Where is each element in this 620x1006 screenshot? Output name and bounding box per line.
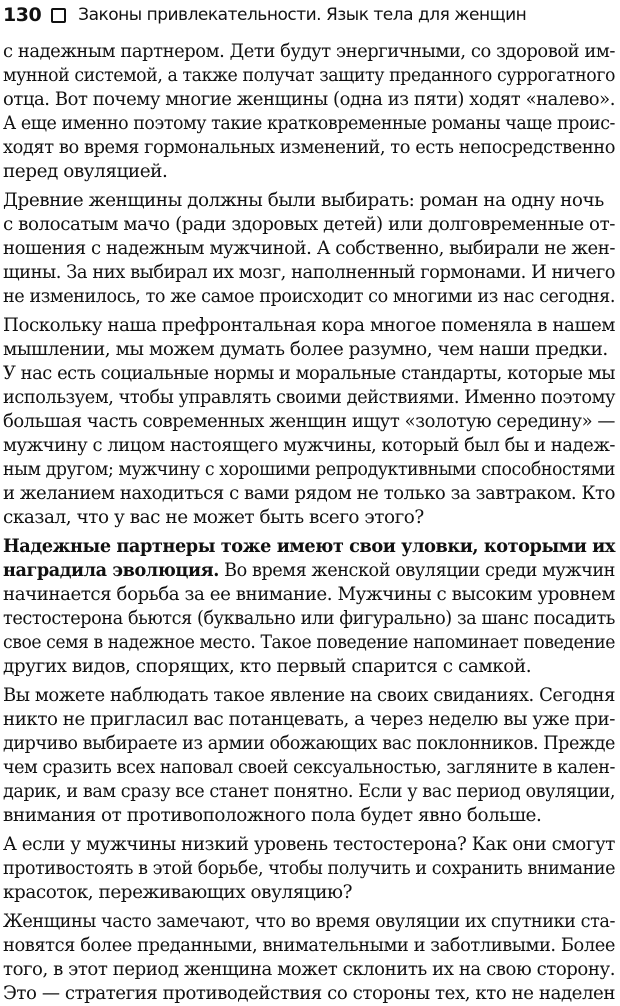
text-line: начинается борьба за ее внимание. Мужчины с высоким уровнем	[3, 584, 615, 605]
paragraph-7	[3, 910, 615, 1006]
text-line: Вы можете наблюдать такое явление на своих свиданиях. Сегодня	[3, 685, 615, 706]
text-line: красоток, переживающих овуляцию?	[3, 882, 352, 903]
text-line: используем, чтобы управлять своими действиями. Именно поэтому	[3, 387, 615, 408]
text-line: Женщины часто замечают, что во время овуляции их спутники ста-	[3, 911, 616, 932]
text-line: того, в этот период женщина может склонить их на свою сторону.	[3, 959, 615, 980]
text-line: свое семя в надежное место. Такое поведение напоминает поведение	[3, 632, 615, 653]
text-line: дирчиво выбираете из армии обожающих вас поклонников. Прежде	[3, 733, 615, 754]
text-line: противостоять в этой борьбе, чтобы получить и сохранить внимание	[3, 858, 616, 879]
paragraph-6	[3, 833, 615, 905]
text-line: мужчину с лицом настоящего мужчины, который был бы и надеж-	[3, 435, 616, 456]
text-line: мунной системой, а также получат защиту преданного суррогатного	[3, 65, 616, 86]
body-text	[3, 40, 615, 1006]
text-line: новятся более преданными, внимательными и заботливыми. Более	[3, 935, 615, 956]
text-line: не изменилось, то же самое происходит со многими из нас сегодня.	[3, 286, 616, 307]
text-line: ным другом; мужчину с хорошими репродуктивными способностями	[3, 459, 616, 480]
text-line: чем сразить всех наповал своей сексуальностью, загляните в кален-	[3, 757, 615, 778]
text-line: А еще именно поэтому такие кратковременные романы чаще проис-	[3, 113, 615, 134]
text-line: других видов, спорящих, кто первый спарится с самкой.	[3, 656, 532, 677]
text-line: никто не пригласил вас потанцевать, а через неделю вы уже при-	[3, 709, 615, 730]
bold-lead-line: Надежные партнеры тоже имеют свои уловки, которыми их	[3, 536, 615, 557]
square-outline-icon	[51, 8, 66, 23]
text-line: отца. Вот почему многие женщины (одна из пяти) ходят «налево».	[3, 89, 616, 110]
text-line: Поскольку наша префронтальная кора многое поменяла в нашем	[3, 315, 616, 336]
paragraph-4	[3, 535, 615, 679]
paragraph-3	[3, 314, 615, 530]
text-line: ношения с надежным мужчиной. А собственно, выбирали не жен-	[3, 238, 616, 259]
text-line: и желанием находиться с вами рядом не только за завтраком. Кто	[3, 483, 616, 504]
text-line: У нас есть социальные нормы и моральные стандарты, которые мы	[3, 363, 616, 384]
text-line: с надежным партнером. Дети будут энергичными, со здоровой им-	[3, 41, 616, 62]
text-line: внимания от противоположного пола будет явно больше.	[3, 805, 542, 826]
paragraph-1	[3, 40, 615, 184]
text-line-rest: Во время женской овуляции среди мужчин	[218, 560, 615, 581]
text-line: дарик, и вам сразу все станет понятно. Если у вас период овуляции,	[3, 781, 616, 802]
text-line: тестостерона бьются (буквально или фигурально) за шанс посадить	[3, 608, 616, 629]
page-header	[3, 2, 603, 28]
running-title: Законы привлекательности. Язык тела для женщин	[78, 5, 527, 25]
text-line: мышлении, мы можем думать более разумно, чем наши предки.	[3, 339, 608, 360]
text-line: ходят во время гормональных изменений, то есть непосредственно	[3, 137, 616, 158]
paragraph-2	[3, 189, 615, 309]
text-line: перед овуляцией.	[3, 161, 168, 182]
text-line: Древние женщины должны были выбирать: роман на одну ночь	[3, 190, 604, 211]
text-line: с волосатым мачо (ради здоровых детей) или долговременные от-	[3, 214, 615, 235]
text-line: Это — стратегия противодействия со стороны тех, кто не наделен	[3, 983, 615, 1004]
text-line: сказал, что у вас не может быть всего этого?	[3, 507, 424, 528]
page-number: 130	[3, 4, 42, 26]
paragraph-5	[3, 684, 615, 828]
text-line: большая часть современных женщин ищут «золотую середину» —	[3, 411, 615, 432]
text-line: щины. За них выбирал их мозг, наполненный гормонами. И ничего	[3, 262, 616, 283]
text-line	[3, 559, 615, 583]
bold-lead-text: наградила эволюция.	[3, 560, 219, 581]
text-line: А если у мужчины низкий уровень тестостерона? Как они смогут	[3, 834, 615, 855]
